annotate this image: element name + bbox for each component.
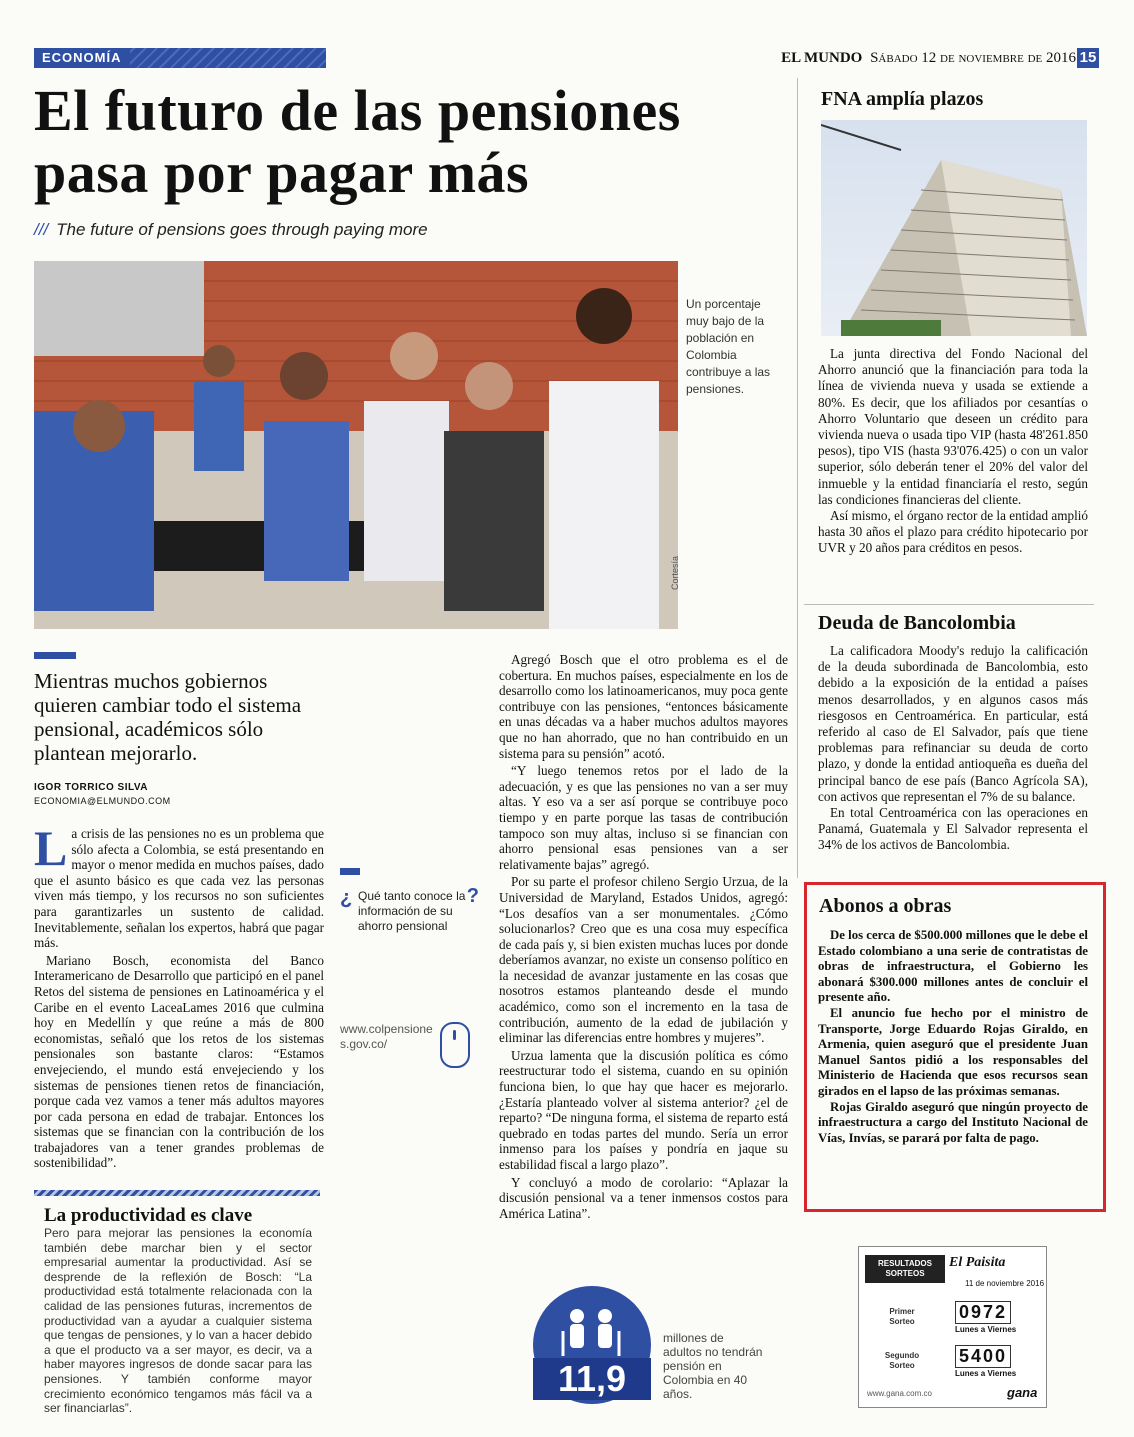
paragraph: Mariano Bosch, economista del Banco Interamericano de Desarrollo que participó en el panel Retos del sistema de pensiones en Latinoamérica y el Caribe en el evento LaceaLames 2016 que culmina hoy en Medellín y que reúne a más de 800 economistas, señaló que los retos de los sistemas pensionales son bastante claros: “Estamos envejeciendo, el mundo está envejeciendo y los sistemas de pensiones tienen retos de financiación, porque cada vez vamos a tener más adultos mayores por cada persona en edad de trabajar. Entonces los sistemas que se financian con la contribución de los trabajadores van a tener grandes problemas de sostenibilidad”. (34, 952, 324, 1171)
deck: Mientras muchos gobiernos quieren cambiar todo el sistema pensional, académicos sólo plantean mejorarlo. (34, 669, 302, 765)
info-box (340, 868, 479, 934)
first-draw-number: 0972 (955, 1301, 1011, 1324)
gana-logo: gana (1007, 1385, 1038, 1400)
paragraph: La crisis de las pensiones no es un problema que sólo afecta a Colombia, se está presentando en mayor o menor medida en muchos países, dado que el asunto básico es que cada vez las personas viven más tiempo, y los recursos no son suficientes para garantizarles un sustento de calidad. Inevitablemente, señalan los expertos, habrá que pagar más. (34, 820, 324, 951)
box-title: La productividad es clave (44, 1205, 253, 1226)
info-question-text: Qué tanto conoce la información de su ahorro pensional (358, 889, 466, 933)
paragraph: La junta directiva del Fondo Nacional del Ahorro anunció que la financiación para toda la línea de vivienda nueva y usada se extiende a 80%. Es decir, que los afiliados por cesantías o Ahorro Voluntario que deseen un crédito para vivienda nueva o usada tipo VIP (hasta 48'261.850 pesos), tipo VIS (hasta 93'076.425) o con un valor superior, sólo deberán tener el 20% del valor del inmueble y la entidad financiaría el resto, según las condiciones financieras del cliente. (818, 346, 1088, 507)
page-number: 15 (1077, 48, 1099, 68)
paragraph: El anuncio fue hecho por el ministro de Transporte, Jorge Eduardo Rojas Giraldo, en Armenia, quien aseguró que el presidente Juan Manuel Santos pidió a los responsables del Ministerio de Hacienda que esos recursos sean girados en el lapso de las próximas semanas. (818, 1005, 1088, 1098)
subhead-text: The future of pensions goes through paying more (56, 220, 428, 239)
paragraph: Por su parte el profesor chileno Sergio Urzua, de la Universidad de Maryland, Estados Unidos, agregó: “Los desafíos van a ser monumentales. ¿Cómo solucionarlos? Creo que es una cosa muy específica de cada país y, si bien existen muchas luces por donde deberíamos avanzar, no existe un consenso político en la necesidad de avanzar justamente en las cosas que nosotros estamos planteando desde el mundo académico, como son el incremento en la tasa de contribución, aumento de la edad de jubilación y eliminar las diferencias entre hombres y mujeres”. (499, 874, 788, 1046)
column-rule (797, 78, 798, 878)
subhead (34, 220, 428, 240)
paragraph: En total Centroamérica con las operaciones en Panamá, Guatemala y El Salvador representa el 34% de los activos de Bancolombia. (818, 805, 1088, 853)
fna-title: FNA amplía plazos (821, 88, 984, 110)
paragraph: De los cerca de $500.000 millones que le debe el Estado colombiano a una serie de contratistas de obras de infraestructura, el Gobierno les abonará $300.000 millones antes de concluir el presente año. (818, 928, 1088, 1005)
brand-name: El Paisita (949, 1255, 1006, 1270)
subhead-slashes: /// (34, 220, 49, 239)
paragraph: Agregó Bosch que el otro problema es el de cobertura. En muchos países, especialmente en los de desarrollo como los latinoamericanos, muy poca gente contribuye con las pensiones, “entonces básicamente en unas décadas va a haber muchos adultos mayores que no han ahorrado, que no han contribuido en un sistema para su pensión” acotó. (499, 652, 788, 761)
question-close-icon: ? (466, 885, 479, 907)
paragraph: La calificadora Moody's redujo la calificación de la deuda subordinada de Bancolombia, esto debido a la exposición de la entidad a países menos desarrollados, y en algunos casos más riesgosos en Centroamérica. En particular, está referido al caso de El Salvador, país que tiene problemas para refinanciar su deuda de corto plazo, y donde la entidad antioqueña es dueña del principal banco de ese país (Banco Agrícola SA), con activos que representan el 7% de su balance. (818, 643, 1088, 804)
section-tag (34, 48, 326, 68)
first-draw-days: Lunes a Viernes (955, 1325, 1017, 1334)
second-draw-days: Lunes a Viernes (955, 1369, 1017, 1378)
abonos-title: Abonos a obras (819, 895, 952, 917)
masthead (781, 50, 1076, 67)
section-label: ECONOMÍA (34, 48, 130, 68)
byline: IGOR TORRICO SILVA (34, 782, 149, 793)
info-question (340, 885, 479, 934)
issue-date: Sábado 12 de noviembre de 2016 (870, 50, 1076, 66)
results-header: RESULTADOS SORTEOS (865, 1255, 945, 1283)
photo-credit: Cortesía (670, 555, 680, 590)
fna-body (818, 346, 1088, 557)
drop-cap: L (34, 820, 68, 876)
deuda-title: Deuda de Bancolombia (818, 612, 1016, 634)
elderly-people-icon (533, 1286, 651, 1366)
abonos-body (818, 928, 1088, 1146)
paragraph: “Y luego tenemos retos por el lado de la adecuación, y es que las pensiones no van a ser muy altas. Y eso va a ser así porque se contribuye poco tiempo y en parte porque las tasas de contribución tampoco son muy altas, incluso si se financian con ahorro pensional esas pensiones van a ser relativamente bajas” agregó. (499, 763, 788, 872)
stat-number: 11,9 (533, 1358, 651, 1400)
paragraph: Y concluyó a modo de corolario: “Aplazar la discusión pensional va a tener inmensos costos para América Latina”. (499, 1174, 788, 1221)
paragraph: Rojas Giraldo aseguró que ningún proyecto de infraestructura a cargo del Instituto Nacional de Vías, Invías, se parará por falta de pago. (818, 1099, 1088, 1145)
draw-date: 11 de noviembre 2016 (965, 1279, 1045, 1288)
article-column-1 (34, 820, 324, 1173)
stat-description: millones de adultos no tendrán pensión en Colombia en 40 años. (663, 1331, 763, 1401)
second-draw-label: Segundo Sorteo (884, 1351, 920, 1370)
info-url[interactable]: www.colpensiones.gov.co/ (340, 1022, 433, 1051)
info-accent-bar (340, 868, 360, 875)
lottery-results (858, 1246, 1047, 1408)
paragraph: Así mismo, el órgano rector de la entidad amplió hasta 30 años el plazo para crédito hipotecario por UVR y 20 años para créditos en pesos. (818, 508, 1088, 556)
second-draw-number: 5400 (955, 1345, 1011, 1368)
deuda-body (818, 643, 1088, 854)
box-text: Pero para mejorar las pensiones la economía también debe marchar bien y el sector empresarial aumentar la productividad. Así se desprende de la reflexión de Bosch: “La productividad está totalmente relacionada con la calidad de las pensiones futuras, incrementos de productividad van a ayudar a cualquier sistema que tengas de pensiones, y lo van a hacer debido a que el producto va a ser mayor, es decir, va a haber mayores ingresos de donde sacar para las pensiones. Y también conforme mayor crecimiento económico tengamos más fácil va a ser financiarlas”. (44, 1226, 312, 1416)
box-divider (34, 1190, 320, 1196)
deck-accent-bar (34, 652, 76, 659)
divider (804, 604, 1094, 605)
paragraph: Urzua lamenta que la discusión política es cómo reestructurar todo el sistema, cuando en su opinión funciona bien, lo que hay que hacer es mejorarlo. ¿Estaría planteado volver al sistema anterior? ¿el de reparto? “De ninguna forma, el sistema de reparto está quebrado en todas partes del mundo. Sería un error inmenso para los países y pondría en jaque su estabilidad fiscal a largo plazo”. (499, 1047, 788, 1172)
lottery-site: www.gana.com.co (867, 1389, 932, 1398)
headline: El futuro de las pensiones pasa por pagar más (34, 78, 681, 205)
photo-caption: Un porcentaje muy bajo de la población en Colombia contribuye a las pensiones. (686, 297, 771, 396)
author-email: ECONOMIA@ELMUNDO.COM (34, 796, 171, 806)
mouse-icon (440, 1022, 470, 1068)
first-draw-label: Primer Sorteo (889, 1307, 915, 1326)
paper-name: EL MUNDO (781, 50, 863, 66)
building-photo (821, 120, 1087, 336)
question-open-icon: ¿ (340, 887, 353, 909)
main-photo (34, 261, 678, 629)
article-column-2 (499, 652, 788, 1223)
